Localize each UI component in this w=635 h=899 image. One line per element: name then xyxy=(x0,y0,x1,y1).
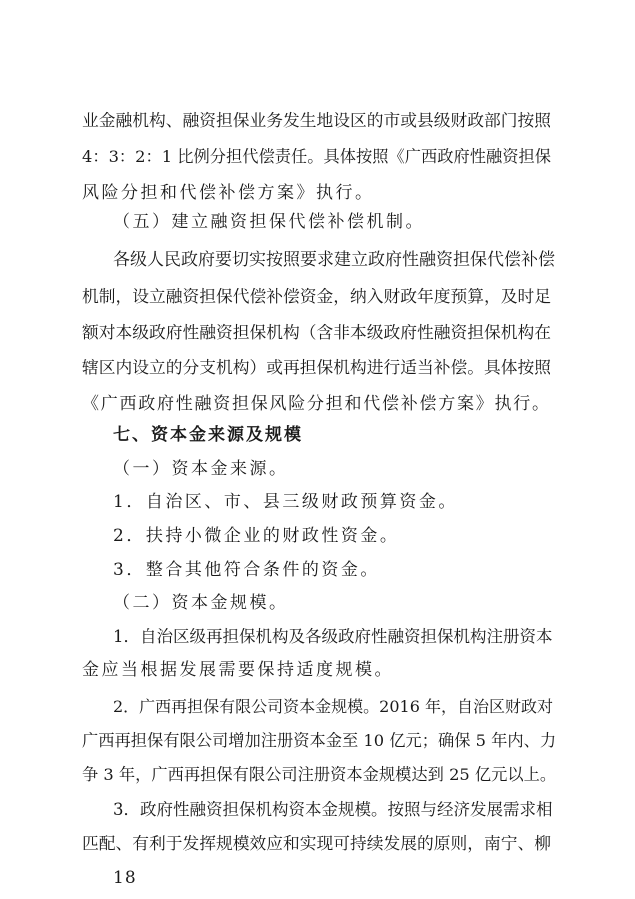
list-item: 1．自治区级再担保机构及各级政府性融资担保机构注册资本 xyxy=(113,627,553,646)
text-line: 机制，设立融资担保代偿补偿资金，纳入财政年度预算，及时足 xyxy=(82,286,552,306)
section-heading: 七、资本金来源及规模 xyxy=(113,425,303,445)
text-line: 各级人民政府要切实按照要求建立政府性融资担保代偿补偿 xyxy=(113,250,555,270)
list-item: 3．政府性融资担保机构资本金规模。按照与经济发展需求相 xyxy=(113,800,553,819)
text-line: 广西再担保有限公司增加注册资本金至 10 亿元；确保 5 年内、力 xyxy=(82,731,557,750)
list-item: 1．自治区、市、县三级财政预算资金。 xyxy=(113,492,458,512)
text-line: 额对本级政府性融资担保机构（含非本级政府性融资担保机构在 xyxy=(82,322,552,342)
text-line: 《广西政府性融资担保风险分担和代偿补偿方案》执行。 xyxy=(82,394,551,414)
section-subheading: （二）资本金规模。 xyxy=(113,593,289,613)
text-line: 匹配、有利于发挥规模效应和实现可持续发展的原则，南宁、柳 xyxy=(82,833,552,853)
section-subheading: （一）资本金来源。 xyxy=(113,459,289,479)
text-line: 业金融机构、融资担保业务发生地设区的市或县级财政部门按照 xyxy=(82,110,552,130)
list-item: 2．广西再担保有限公司资本金规模。2016 年，自治区财政对 xyxy=(113,697,553,716)
page-number: 18 xyxy=(113,868,137,888)
section-subheading: （五）建立融资担保代偿补偿机制。 xyxy=(113,212,425,232)
text-line: 4：3：2：1 比例分担代偿责任。具体按照《广西政府性融资担保 xyxy=(82,147,552,166)
list-item: 2．扶持小微企业的财政性资金。 xyxy=(113,526,400,546)
text-line: 风险分担和代偿补偿方案》执行。 xyxy=(82,183,375,203)
text-line: 辖区内设立的分支机构）或再担保机构进行适当补偿。具体按照 xyxy=(82,357,552,377)
text-line: 金应当根据发展需要保持适度规模。 xyxy=(82,660,394,680)
text-line: 争 3 年，广西再担保有限公司注册资本金规模达到 25 亿元以上。 xyxy=(82,765,557,784)
list-item: 3．整合其他符合条件的资金。 xyxy=(113,560,380,580)
